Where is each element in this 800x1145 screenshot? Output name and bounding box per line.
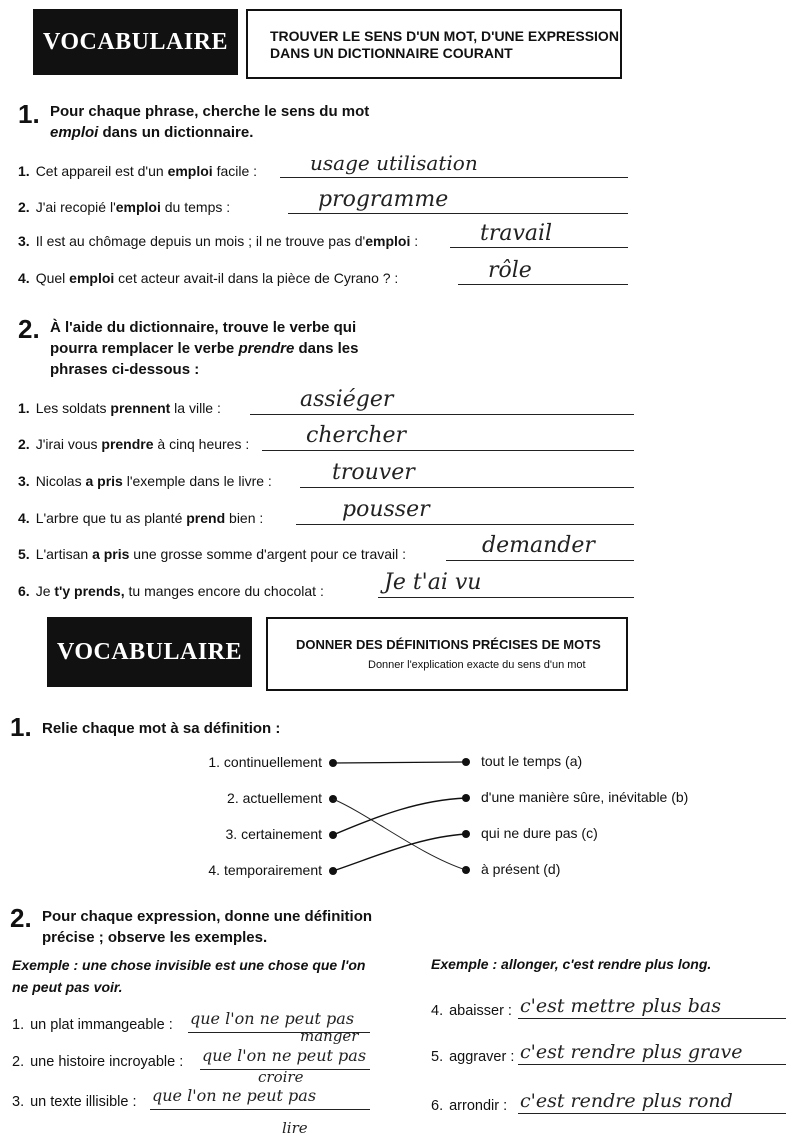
instruction-line: À l'aide du dictionnaire, trouve le verbe qui <box>50 319 357 336</box>
definition-row <box>431 1003 512 1019</box>
sentence-text: à cinq heures : <box>153 436 250 452</box>
expression-label: abaisser : <box>449 1003 512 1019</box>
exercise-instruction <box>50 317 359 380</box>
sentence-text: une grosse somme d'argent pour ce travail : <box>129 546 407 562</box>
item-number: 4. <box>18 270 30 286</box>
handwritten-answer: travail <box>480 221 553 246</box>
matching-exercise <box>0 745 800 890</box>
definition-row <box>431 1098 507 1114</box>
instruction-line: phrases ci-dessous : <box>50 361 200 378</box>
instruction-line: Pour chaque expression, donne une définition <box>42 908 373 925</box>
sentence-row <box>18 400 221 416</box>
sentence-row <box>18 436 249 452</box>
item-number: 2. <box>12 1054 25 1070</box>
sentence-text: L'artisan <box>35 546 93 562</box>
handwritten-answer: c'est mettre plus bas <box>520 995 721 1017</box>
match-left-item: 2. actuellement <box>227 790 322 806</box>
item-number: 3. <box>18 233 30 249</box>
answer-line <box>296 524 634 525</box>
item-number: 2. <box>18 436 30 452</box>
sentence-row <box>18 233 418 249</box>
match-right-item: à présent (d) <box>481 861 561 877</box>
instruction-line: précise ; observe les exemples. <box>42 929 268 946</box>
answer-line <box>458 284 628 285</box>
match-left-item: 1. continuellement <box>208 754 322 770</box>
objective-line-2: Donner l'explication exacte du sens d'un mot <box>368 659 586 671</box>
expression-label: une histoire incroyable : <box>30 1054 184 1070</box>
item-number: 6. <box>18 583 30 599</box>
item-number: 4. <box>18 510 30 526</box>
item-number: 1. <box>18 163 30 179</box>
handwritten-answer: usage utilisation <box>310 151 478 175</box>
sentence-text: cet acteur avait-il dans la pièce de Cyrano ? : <box>114 270 399 286</box>
handwritten-answer: rôle <box>488 258 532 283</box>
sentence-text: bien : <box>225 510 264 526</box>
answer-line <box>446 560 634 561</box>
exercise-number: 2. <box>18 314 40 344</box>
sentence-row <box>18 583 324 599</box>
sentence-text: Les soldats <box>35 400 111 416</box>
example-line: ne peut pas voir. <box>12 979 123 995</box>
sentence-row <box>18 473 272 489</box>
sentence-text: la ville : <box>170 400 221 416</box>
banner-label: VOCABULAIRE <box>42 28 229 55</box>
instruction-line <box>50 338 359 359</box>
keyword: t'y prends, <box>54 583 125 599</box>
keyword: prendre <box>101 436 154 452</box>
sentence-row <box>18 510 263 526</box>
sentence-text: : <box>410 233 419 249</box>
sentence-row <box>18 270 398 286</box>
item-number: 6. <box>431 1098 444 1114</box>
match-line-3b <box>333 798 466 835</box>
instruction-line <box>50 122 369 143</box>
banner-label: VOCABULAIRE <box>56 638 243 665</box>
instruction-text: pourra remplacer le verbe <box>50 340 239 357</box>
vocabulaire-banner-2 <box>47 617 252 687</box>
sentence-text: facile : <box>212 163 258 179</box>
sentence-text: l'exemple dans le livre : <box>122 473 272 489</box>
match-line-1a <box>333 762 466 763</box>
objective-line-1: TROUVER LE SENS D'UN MOT, D'UNE EXPRESSION <box>270 28 619 44</box>
match-line-4c <box>333 834 466 871</box>
answer-line <box>280 177 628 178</box>
keyword: a pris <box>92 546 130 562</box>
sentence-text: tu manges encore du chocolat : <box>124 583 324 599</box>
keyword: prend <box>186 510 226 526</box>
instruction-text: dans un dictionnaire. <box>98 124 254 141</box>
keyword: emploi <box>50 124 99 141</box>
sentence-text: J'irai vous <box>35 436 102 452</box>
vocabulaire-banner <box>33 9 238 75</box>
objective-box-2 <box>266 617 628 691</box>
handwritten-answer: pousser <box>342 497 430 522</box>
exercise-number: 1. <box>10 712 32 742</box>
sentence-row <box>18 163 257 179</box>
instruction-line: Pour chaque phrase, cherche le sens du mot <box>50 103 370 120</box>
definition-row <box>12 1094 136 1110</box>
sentence-text: du temps : <box>160 199 231 215</box>
sentence-row <box>18 199 230 215</box>
match-right-item: tout le temps (a) <box>481 753 583 769</box>
expression-label: aggraver : <box>449 1049 515 1065</box>
keyword: emploi <box>167 163 213 179</box>
answer-line <box>518 1064 786 1065</box>
handwritten-answer: programme <box>318 187 449 212</box>
answer-line <box>262 450 634 451</box>
match-lines <box>0 745 800 890</box>
answer-line <box>518 1113 786 1114</box>
exercise-number: 2. <box>10 903 32 933</box>
item-number: 5. <box>431 1049 444 1065</box>
match-right-item: d'une manière sûre, inévitable (b) <box>481 789 689 805</box>
item-number: 1. <box>12 1017 25 1033</box>
example-right: Exemple : allonger, c'est rendre plus long. <box>431 956 712 972</box>
answer-line <box>300 487 634 488</box>
handwritten-answer-word: manger <box>300 1027 359 1045</box>
sentence-text: Il est au chômage depuis un mois ; il ne trouve pas d' <box>35 233 366 249</box>
match-left-item: 3. certainement <box>225 826 322 842</box>
answer-line <box>250 414 634 415</box>
exercise-number: 1. <box>18 99 40 129</box>
exercise-instruction <box>42 906 372 948</box>
example-left <box>12 954 365 998</box>
expression-label: un plat immangeable : <box>30 1017 173 1033</box>
item-number: 1. <box>18 400 30 416</box>
keyword: emploi <box>365 233 411 249</box>
exercise-instruction: Relie chaque mot à sa définition : <box>42 720 281 737</box>
item-number: 2. <box>18 199 30 215</box>
sentence-text: Nicolas <box>35 473 86 489</box>
keyword: prendre <box>238 340 295 357</box>
match-right-item: qui ne dure pas (c) <box>481 825 598 841</box>
keyword: prennent <box>110 400 171 416</box>
handwritten-answer: Je t'ai vu <box>384 570 482 595</box>
example-line: Exemple : une chose invisible est une chose que l'on <box>12 957 366 973</box>
keyword: a pris <box>85 473 123 489</box>
handwritten-answer: c'est rendre plus rond <box>520 1090 733 1112</box>
answer-line <box>518 1018 786 1019</box>
handwritten-answer: chercher <box>306 423 407 448</box>
instruction-text: dans les <box>294 340 359 357</box>
definition-row <box>12 1017 173 1033</box>
item-number: 5. <box>18 546 30 562</box>
sentence-text: J'ai recopié l' <box>35 199 116 215</box>
handwritten-answer: que l'on ne peut pas <box>190 1009 355 1028</box>
definition-row <box>12 1054 183 1070</box>
handwritten-answer: que l'on ne peut pas <box>152 1086 317 1105</box>
sentence-row <box>18 546 406 562</box>
sentence-text: Cet appareil est d'un <box>35 163 168 179</box>
objective-line-2: DANS UN DICTIONNAIRE COURANT <box>270 45 513 61</box>
handwritten-answer: assiéger <box>300 387 394 412</box>
handwritten-answer: c'est rendre plus grave <box>520 1041 743 1063</box>
definition-row <box>431 1049 514 1065</box>
objective-box <box>246 9 622 79</box>
sentence-text: L'arbre que tu as planté <box>35 510 187 526</box>
expression-label: arrondir : <box>449 1098 508 1114</box>
answer-line <box>288 213 628 214</box>
item-number: 3. <box>12 1094 25 1110</box>
match-left-item: 4. temporairement <box>208 862 322 878</box>
sentence-text: Quel <box>35 270 70 286</box>
handwritten-answer: que l'on ne peut pas <box>202 1046 367 1065</box>
handwritten-answer: demander <box>482 533 595 558</box>
answer-line <box>150 1109 370 1110</box>
handwritten-answer: trouver <box>332 460 415 485</box>
item-number: 4. <box>431 1003 444 1019</box>
keyword: emploi <box>69 270 115 286</box>
answer-line <box>378 597 634 598</box>
exercise-instruction <box>50 101 369 143</box>
answer-line <box>450 247 628 248</box>
keyword: emploi <box>115 199 161 215</box>
expression-label: un texte illisible : <box>30 1094 137 1110</box>
sentence-text: Je <box>35 583 55 599</box>
handwritten-answer-word: lire <box>282 1119 308 1137</box>
item-number: 3. <box>18 473 30 489</box>
objective-line-1: DONNER DES DÉFINITIONS PRÉCISES DE MOTS <box>296 637 601 652</box>
handwritten-answer-word: croire <box>258 1068 304 1086</box>
